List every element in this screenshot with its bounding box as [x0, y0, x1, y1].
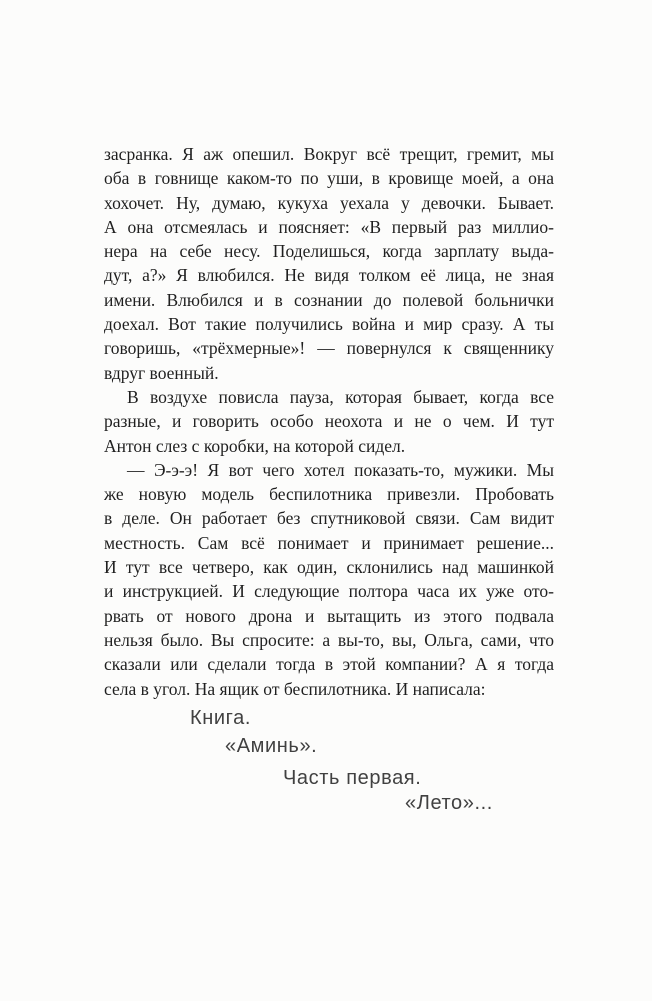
paragraph-dialogue [104, 458, 554, 701]
text-line: нера на себе несу. Поделишься, когда зарплату выда- [104, 241, 554, 262]
text-line: сказали или сделали тогда в этой компании? А я тогда [104, 654, 554, 675]
text-line: А она отсмеялась и поясняет: «В первый раз миллио- [104, 216, 554, 237]
text-line: рвать от нового дрона и вытащить из этого подвала [104, 605, 554, 626]
text-line: Антон слез с коробки, на которой сидел. [104, 435, 406, 456]
text-line: местность. Сам всё понимает и принимает решение... [104, 532, 554, 553]
text-line: разные, и говорить особо неохота и не о чем. И тут [104, 411, 554, 432]
text-line: нельзя было. Вы спросите: а вы-то, вы, Ольга, сами, что [104, 629, 554, 650]
text-line: в деле. Он работает без спутниковой связи. Сам видит [104, 508, 554, 529]
paragraph-continuation [104, 142, 554, 385]
title-line-amin: «Аминь». [225, 735, 318, 757]
title-line-leto: «Лето»... [405, 792, 493, 814]
text-line: вдруг военный. [104, 362, 219, 383]
paragraph-pause [104, 385, 554, 458]
title-line-part: Часть первая. [283, 767, 422, 789]
body-text [104, 142, 554, 701]
text-line: В воздухе повисла пауза, которая бывает, когда все [127, 386, 554, 407]
text-line: же новую модель беспилотника привезли. Пробовать [104, 484, 554, 505]
text-line: — Э-э-э! Я вот чего хотел показать-то, мужики. Мы [127, 459, 554, 480]
text-line: и инструкцией. И следующие полтора часа их уже ото- [104, 581, 554, 602]
title-line-book: Книга. [190, 707, 252, 729]
text-line: оба в говнище каком-то по уши, в кровище моей, а она [104, 168, 554, 189]
text-line: И тут все четверо, как один, склонились над машинкой [104, 557, 554, 578]
text-line: засранка. Я аж опешил. Вокруг всё трещит, гремит, мы [104, 144, 554, 164]
text-line: говоришь, «трёхмерные»! — повернулся к священнику [104, 338, 554, 359]
book-title-block [0, 706, 652, 815]
text-line: дут, а?» Я влюбился. Не видя толком её лица, не зная [104, 265, 554, 286]
text-line: имени. Влюбился и в сознании до полевой больнички [104, 289, 554, 310]
text-line: села в угол. На ящик от беспилотника. И написала: [104, 678, 486, 699]
text-line: доехал. Вот такие получились война и мир сразу. А ты [104, 314, 554, 335]
text-line: хохочет. Ну, думаю, кукуха уехала у девочки. Бывает. [104, 192, 554, 213]
